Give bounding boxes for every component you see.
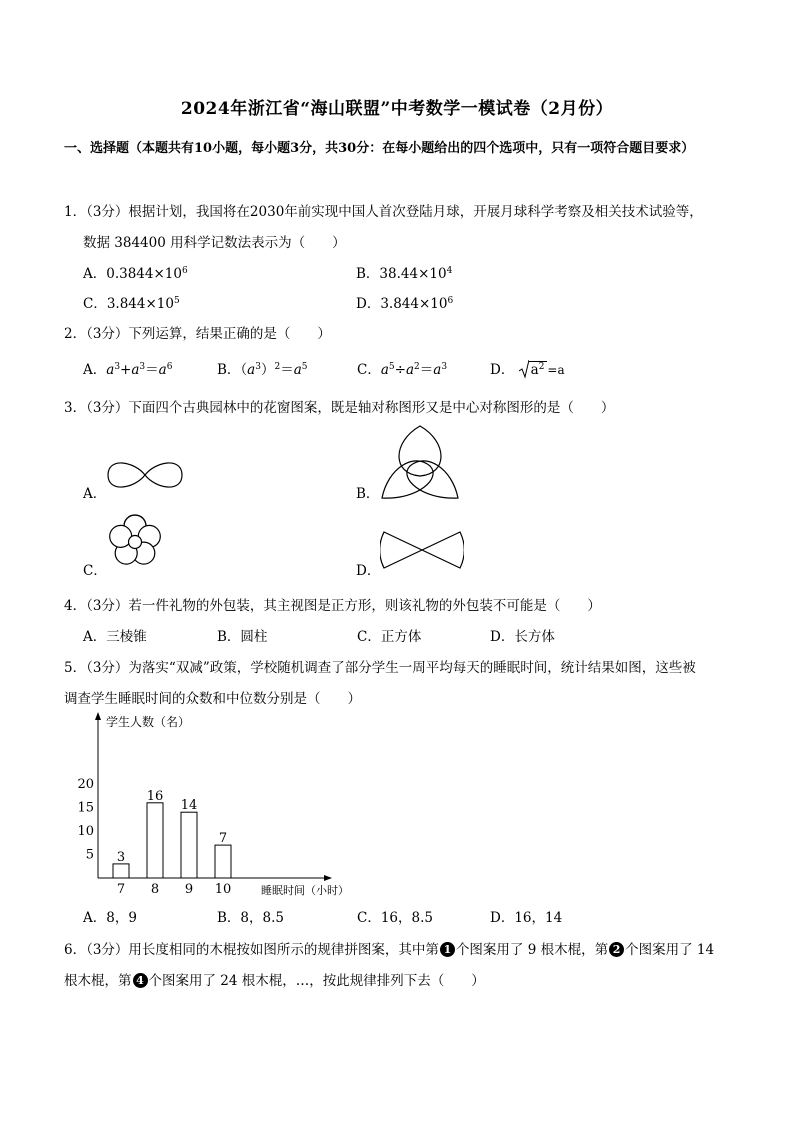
x-tick-label: 9	[184, 882, 194, 897]
circled-number-1: 1	[440, 942, 455, 957]
q1-stem-line2: 数据 384400 用科学记数法表示为（ ）	[83, 235, 346, 251]
x-tick-label: 7	[116, 882, 126, 897]
x-tick-label: 8	[150, 882, 160, 897]
q5-stem-line2: 调查学生睡眠时间的众数和中位数分别是（ ）	[64, 691, 361, 707]
q3-option-c-label[interactable]: C．	[83, 563, 107, 579]
q1-stem-line1: 1．（3分）根据计划，我国将在2030年前实现中国人首次登陆月球，开展月球科学考察及相关技术试验等，	[64, 204, 703, 220]
q4-stem: 4．（3分）若一件礼物的外包装，其主视图是正方形，则该礼物的外包装不可能是（ ）	[64, 598, 601, 614]
q4-option-d[interactable]: D．长方体	[490, 629, 555, 645]
bar-9	[181, 812, 197, 878]
q3-option-d-label[interactable]: D．	[356, 563, 381, 579]
x-tick-label: 10	[214, 882, 232, 897]
q1-option-a[interactable]: A．$0.3844\times 10^6$	[83, 266, 188, 282]
y-tick-label: 5	[85, 847, 94, 863]
x-axis-arrow-icon	[324, 875, 332, 881]
q1-option-c[interactable]: C．$3.844\times 10^5$	[83, 296, 180, 312]
radicand: $a^2$	[529, 362, 548, 378]
y-tick-label: 15	[77, 800, 94, 816]
q5-option-a[interactable]: A．8，9	[83, 910, 137, 926]
q2-option-b[interactable]: B．$(a^3)^2=a^5$	[217, 362, 308, 378]
y-axis-label: 学生人数（名）	[106, 715, 191, 729]
q1-option-d[interactable]: D．$3.844\times 10^6$	[356, 296, 454, 312]
q5-option-d[interactable]: D．16，14	[490, 910, 563, 926]
q3-option-b-label[interactable]: B．	[356, 486, 380, 502]
bar-10	[215, 845, 231, 878]
q5-option-b[interactable]: B．8，8.5	[217, 910, 284, 926]
q4-option-b[interactable]: B．圆柱	[217, 629, 268, 645]
lemniscate-pattern-icon[interactable]	[104, 455, 186, 495]
bar-7	[113, 864, 129, 878]
bar-data-label: 3	[116, 849, 126, 865]
q5-option-c[interactable]: C．16，8.5	[357, 910, 433, 926]
q2-option-a[interactable]: A．$a^3+a^3=a^6$	[83, 362, 173, 378]
q3-stem: 3．（3分）下面四个古典园林中的花窗图案，既是轴对称图形又是中心对称图形的是（ ）	[64, 400, 615, 416]
bar-data-label: 14	[180, 798, 198, 814]
section-heading: 一、选择题（本题共有10小题，每小题3分，共30分：在每小题给出的四个选项中，只有一项符合题目要求）	[64, 141, 695, 156]
q1-option-b[interactable]: B．$38.44\times 10^4$	[356, 266, 453, 282]
bar-data-label: 16	[146, 788, 164, 804]
bar-8	[147, 803, 163, 878]
q5-stem-line1: 5．（3分）为落实“双减”政策，学校随机调查了部分学生一周平均每天的睡眠时间，统计结果如图，这些被	[64, 660, 696, 676]
y-tick-label: 10	[77, 824, 94, 839]
q3-option-a-label[interactable]: A．	[83, 486, 107, 502]
circled-number-4: 4	[133, 973, 148, 988]
y-ticks	[77, 777, 94, 863]
bars	[113, 789, 231, 897]
circled-number-2: 2	[609, 942, 624, 957]
sleep-time-bar-chart	[76, 710, 376, 900]
q2-option-d[interactable]: D． $a^2 =a$	[490, 358, 565, 379]
bowtie-pattern-icon[interactable]	[380, 526, 464, 574]
triquetra-pattern-icon[interactable]	[378, 422, 462, 502]
q2-stem: 2．（3分）下列运算，结果正确的是（ ）	[64, 326, 331, 342]
q2-option-c[interactable]: C．$a^5\div a^2=a^3$	[357, 362, 448, 378]
radical-sign-icon	[519, 359, 529, 379]
q6-stem-line2: 根木棍，第 4 个图案用了 24 根木棍，…，按此规律排列下去（ ）	[64, 973, 485, 989]
q4-option-a[interactable]: A．三棱锥	[83, 629, 147, 645]
x-axis-label: 睡眠时间（小时）	[261, 884, 349, 897]
bar-data-label: 7	[218, 831, 228, 847]
plum-blossom-pattern-icon[interactable]	[106, 512, 164, 570]
y-tick-label: 20	[77, 777, 94, 792]
q4-option-c[interactable]: C．正方体	[357, 629, 422, 645]
y-axis-arrow-icon	[95, 712, 101, 720]
q6-stem-line1: 6．（3分）用长度相同的木棍按如图所示的规律拼图案，其中第 1 个图案用了 9 根木棍，第 2 个图案用了 14	[64, 942, 715, 958]
page-title: 2024年浙江省“海山联盟”中考数学一模试卷（2月份）	[180, 99, 614, 119]
